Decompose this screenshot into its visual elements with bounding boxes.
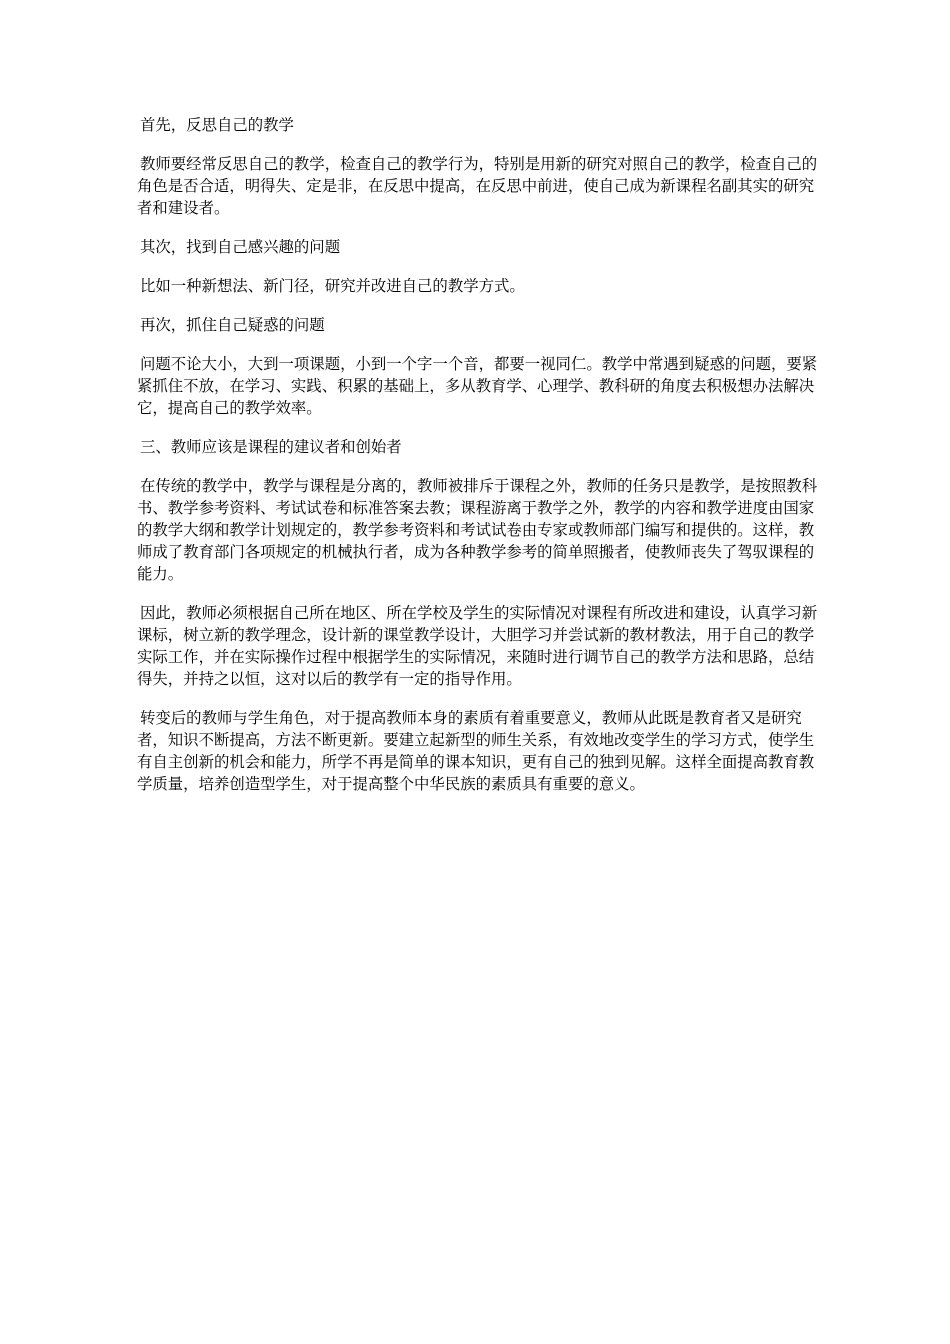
section-heading-interest: 其次，找到自己感兴趣的问题 xyxy=(140,238,341,256)
section-heading-three: 三、教师应该是课程的建议者和创始者 xyxy=(140,438,402,456)
paragraph-conclusion: 转变后的教师与学生角色，对于提高教师本身的素质有着重要意义，教师从此既是教育者又是研究者，知识不断提高，方法不断更新。要建立起新型的师生关系，有效地改变学生的学习方式，使学生有自主创新的机会和能力，所学不再是简单的课本知识，更有自己的独到见解。这样全面提高教育教学质量，培养创造型学生，对于提高整个中华民族的素质具有重要的意义。 xyxy=(137,709,815,793)
paragraph-traditional: 在传统的教学中，教学与课程是分离的，教师被排斥于课程之外，教师的任务只是教学，是按照教科书、教学参考资料、考试试卷和标准答案去教；课程游离于教学之外，教学的内容和教学进度由国家的教学大纲和教学计划规定的，教学参考资料和考试试卷由专家或教师部门编写和提供的。这样，教师成了教育部门各项规定的机械执行者，成为各种教学参考的简单照搬者，使教师丧失了驾驭课程的能力。 xyxy=(137,477,818,583)
paragraph-interest: 比如一种新想法、新门径，研究并改进自己的教学方式。 xyxy=(140,277,525,295)
paragraph-reflect: 教师要经常反思自己的教学，检查自己的教学行为，特别是用新的研究对照自己的教学，检查自己的角色是否合适，明得失、定是非，在反思中提高，在反思中前进，使自己成为新课程名副其实的研究者和建设者。 xyxy=(137,155,818,217)
section-heading-doubt: 再次，抓住自己疑惑的问题 xyxy=(140,316,325,334)
paragraph-doubt: 问题不论大小，大到一项课题，小到一个字一个音，都要一视同仁。教学中常遇到疑惑的问题，要紧紧抓住不放，在学习、实践、积累的基础上，多从教育学、心理学、教科研的角度去积极想办法解决它，提高自己的教学效率。 xyxy=(137,355,818,417)
section-heading-reflect: 首先，反思自己的教学 xyxy=(140,116,294,134)
document-body xyxy=(137,114,827,812)
paragraph-therefore: 因此，教师必须根据自己所在地区、所在学校及学生的实际情况对课程有所改进和建设，认真学习新课标，树立新的教学理念，设计新的课堂教学设计，大胆学习并尝试新的教材教法，用于自己的教学实际工作，并在实际操作过程中根据学生的实际情况，来随时进行调节自己的教学方法和思路，总结得失，并持之以恒，这对以后的教学有一定的指导作用。 xyxy=(137,604,818,688)
